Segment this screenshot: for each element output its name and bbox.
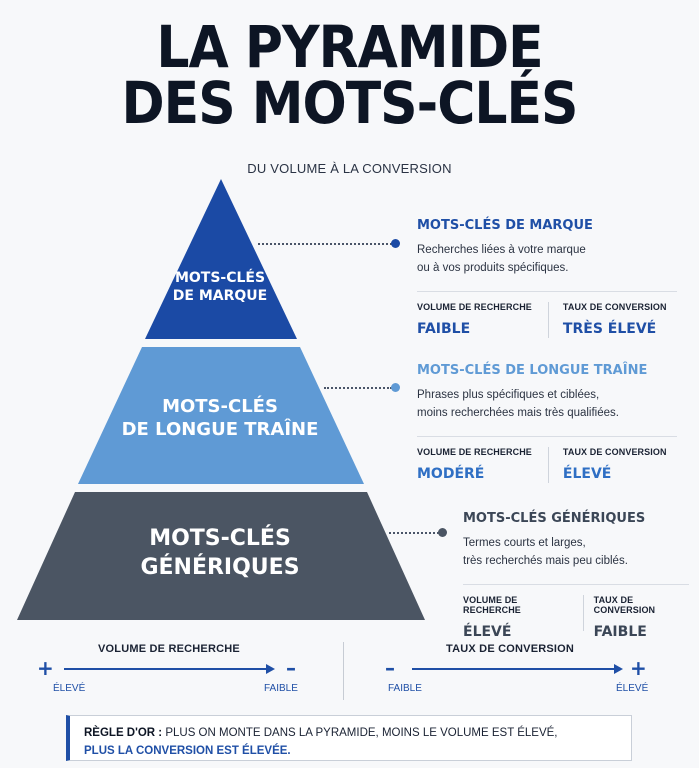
golden-rule-text: PLUS ON MONTE DANS LA PYRAMIDE, MOINS LE VOLUME EST ÉLEVÉ, [162,727,558,739]
scales-divider [343,642,344,700]
info-metrics [417,436,677,483]
golden-rule-box [66,715,632,761]
metric-volume: VOLUME DE RECHERCHE FAIBLE [417,302,532,337]
connector-long-tail [324,387,392,389]
golden-rule-lead: RÈGLE D'OR : [84,727,163,739]
scale-conversion-label: TAUX DE CONVERSION [446,643,575,655]
tier-label-generic: MOTS-CLÉS GÉNÉRIQUES [140,526,300,580]
connector-dot-long-tail [391,383,400,392]
minus-icon: – [385,656,395,680]
info-heading: MOTS-CLÉS DE MARQUE [417,218,593,233]
title-line-1: LA PYRAMIDE [156,14,543,82]
connector-dot-brand [391,239,400,248]
info-description: Termes courts et larges, très recherchés mais peu ciblés. [463,537,628,567]
connector-brand [258,243,392,245]
metric-conversion: TAUX DE CONVERSION ÉLEVÉ [562,447,667,482]
info-description: Phrases plus spécifiques et ciblées, moins recherchées mais très qualifiées. [417,389,619,419]
tier-label-brand: MOTS-CLÉS DE MARQUE [172,270,268,305]
metric-divider [548,447,549,483]
info-brand [417,218,677,338]
scale-volume-label: VOLUME DE RECHERCHE [98,643,240,655]
title-line-2: DES MOTS-CLÉS [121,70,578,138]
metric-divider [583,595,584,631]
scale-volume-start-text: ÉLEVÉ [53,683,86,694]
scale-conversion-end-text: ÉLEVÉ [616,683,649,694]
info-heading: MOTS-CLÉS DE LONGUE TRAÎNE [417,363,648,378]
info-generic [463,511,689,640]
metric-conversion: TAUX DE CONVERSION TRÈS ÉLEVÉ [562,302,667,337]
pyramid-tier-top [145,179,297,339]
metric-conversion: TAUX DE CONVERSION FAIBLE [593,595,656,640]
scale-conversion-start-text: FAIBLE [388,683,422,694]
arrow-right-icon [412,662,624,676]
metric-divider [548,302,549,338]
info-metrics [463,584,689,640]
arrow-right-icon [64,662,276,676]
connector-dot-generic [438,528,447,537]
golden-rule-emphasis: PLUS LA CONVERSION EST ÉLEVÉE. [84,745,291,757]
metric-volume: VOLUME DE RECHERCHE MODÉRÉ [417,447,532,482]
plus-icon: + [37,656,54,680]
connector-generic [389,532,439,534]
scale-volume-end-text: FAIBLE [264,683,298,694]
info-metrics [417,291,677,338]
metric-volume: VOLUME DE RECHERCHE ÉLEVÉ [463,595,521,640]
minus-icon: – [286,656,296,680]
info-heading: MOTS-CLÉS GÉNÉRIQUES [463,511,646,526]
plus-icon: + [630,656,647,680]
subtitle: DU VOLUME À LA CONVERSION [247,161,452,176]
info-description: Recherches liées à votre marque ou à vos produits spécifiques. [417,244,586,274]
info-long-tail [417,363,677,483]
tier-label-long-tail: MOTS-CLÉS DE LONGUE TRAÎNE [121,396,319,441]
